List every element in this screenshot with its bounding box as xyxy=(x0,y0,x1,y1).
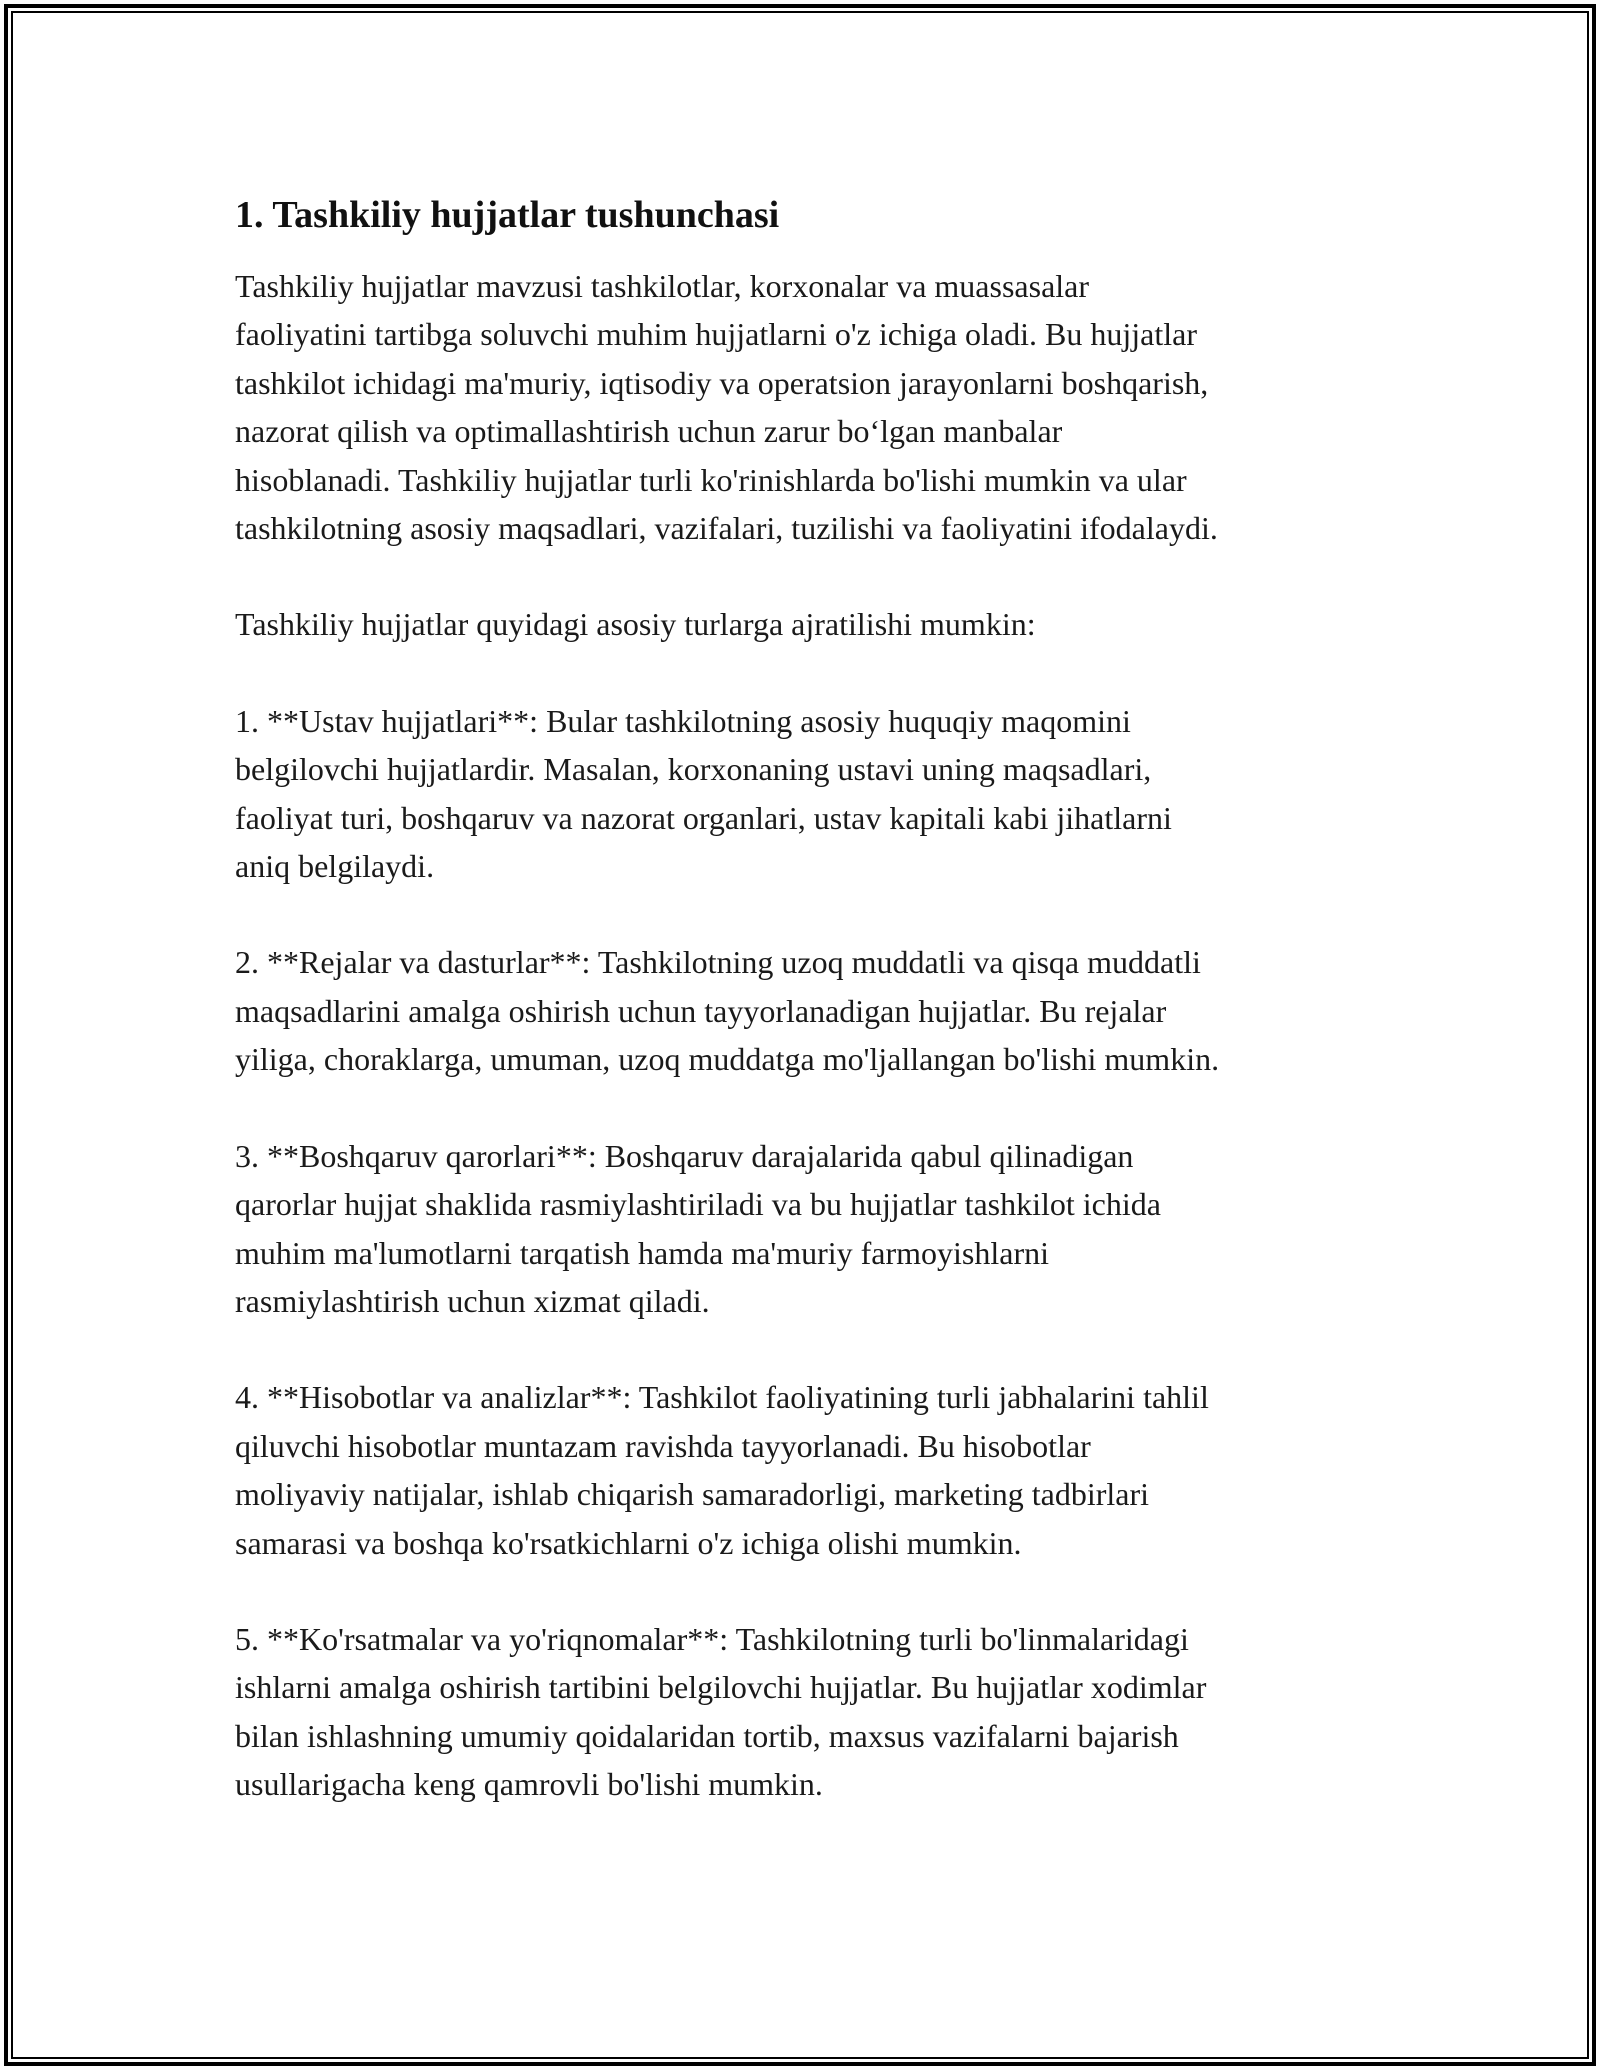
types-intro-paragraph xyxy=(235,600,1375,648)
list-item xyxy=(235,1132,1375,1326)
list-item xyxy=(235,1615,1375,1809)
text-line: faoliyat turi, boshqaruv va nazorat organlari, ustav kapitali kabi jihatlarni xyxy=(235,799,1172,836)
text-line: hisoblanadi. Tashkiliy hujjatlar turli ko'rinishlarda bo'lishi mumkin va ular xyxy=(235,461,1187,498)
text-line: maqsadlarini amalga oshirish uchun tayyorlanadigan hujjatlar. Bu rejalar xyxy=(235,992,1167,1029)
text-line: Tashkiliy hujjatlar mavzusi tashkilotlar, korxonalar va muassasalar xyxy=(235,268,1090,304)
text-line: tashkilotning asosiy maqsadlari, vazifalari, tuzilishi va faoliyatini ifodalaydi. xyxy=(235,510,1218,547)
intro-paragraph xyxy=(235,262,1375,552)
text-line: faoliyatini tartibga soluvchi muhim hujjatlarni o'z ichiga oladi. Bu hujjatlar xyxy=(235,316,1197,353)
text-line: 1. **Ustav hujjatlari**: Bular tashkilotning asosiy huquqiy maqomini xyxy=(235,702,1131,739)
text-line: 3. **Boshqaruv qarorlari**: Boshqaruv darajalarida qabul qilinadigan xyxy=(235,1137,1134,1174)
text-line: usullarigacha keng qamrovli bo'lishi mumkin. xyxy=(235,1766,823,1803)
text-line: aniq belgilaydi. xyxy=(235,848,435,885)
text-line: 4. **Hisobotlar va analizlar**: Tashkilot faoliyatining turli jabhalarini tahlil xyxy=(235,1379,1209,1416)
text-line: muhim ma'lumotlarni tarqatish hamda ma'muriy farmoyishlarni xyxy=(235,1234,1050,1271)
text-line: 2. **Rejalar va dasturlar**: Tashkilotning uzoq muddatli va qisqa muddatli xyxy=(235,944,1201,981)
text-line: rasmiylashtirish uchun xizmat qiladi. xyxy=(235,1282,710,1319)
text-line: samarasi va boshqa ko'rsatkichlarni o'z ichiga olishi mumkin. xyxy=(235,1524,1022,1561)
text-line: 5. **Ko'rsatmalar va yo'riqnomalar**: Tashkilotning turli bo'linmalaridagi xyxy=(235,1620,1189,1657)
list-item xyxy=(235,1373,1375,1567)
list-item xyxy=(235,697,1375,891)
text-line: nazorat qilish va optimallashtirish uchun zarur boʻlgan manbalar xyxy=(235,413,1063,450)
text-line: ishlarni amalga oshirish tartibini belgilovchi hujjatlar. Bu hujjatlar xodimlar xyxy=(235,1669,1207,1706)
text-line: qarorlar hujjat shaklida rasmiylashtiriladi va bu hujjatlar tashkilot ichida xyxy=(235,1186,1161,1223)
text-line: belgilovchi hujjatlardir. Masalan, korxonaning ustavi uning maqsadlari, xyxy=(235,751,1152,788)
list-item xyxy=(235,938,1375,1083)
text-line: qiluvchi hisobotlar muntazam ravishda tayyorlanadi. Bu hisobotlar xyxy=(235,1427,1091,1464)
document-body xyxy=(235,188,1375,1857)
text-line: bilan ishlashning umumiy qoidalaridan tortib, maxsus vazifalarni bajarish xyxy=(235,1717,1179,1754)
document-title: 1. Tashkiliy hujjatlar tushunchasi xyxy=(235,194,780,236)
text-line: moliyaviy natijalar, ishlab chiqarish samaradorligi, marketing tadbirlari xyxy=(235,1476,1149,1513)
text-line: Tashkiliy hujjatlar quyidagi asosiy turlarga ajratilishi mumkin: xyxy=(235,606,1036,643)
text-line: yiliga, choraklarga, umuman, uzoq muddatga mo'ljallangan bo'lishi mumkin. xyxy=(235,1041,1220,1078)
text-line: tashkilot ichidagi ma'muriy, iqtisodiy va operatsion jarayonlarni boshqarish, xyxy=(235,364,1209,401)
paragraph-list xyxy=(235,262,1375,1809)
